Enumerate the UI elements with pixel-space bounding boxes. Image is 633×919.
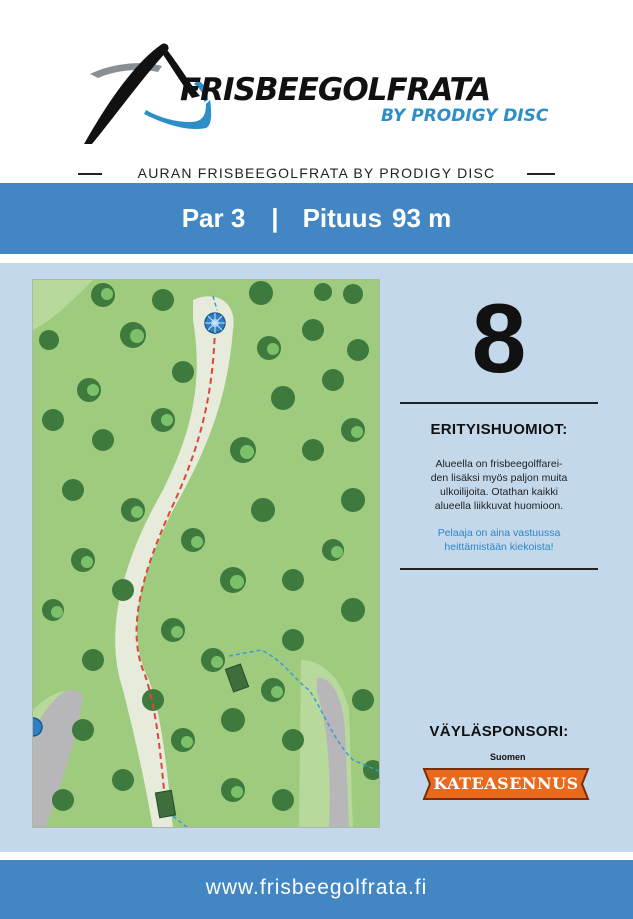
notes-line: alueella liikkuvat huomioon. — [434, 500, 564, 512]
length-label: Pituus — [302, 203, 383, 233]
hole-number: 8 — [471, 283, 527, 393]
logo — [80, 36, 560, 152]
notes-line: den lisäksi myös paljon muita — [430, 472, 568, 484]
notes-line: Alueella on frisbeegolffarei- — [435, 458, 563, 470]
sponsor-name: KATEASENNUS — [433, 774, 579, 793]
logo-byline: BY PRODIGY DISC — [381, 106, 549, 126]
notes-warning — [408, 526, 590, 554]
hole-map — [32, 279, 380, 828]
divider-right — [527, 173, 555, 175]
header-subtitle: AURAN FRISBEEGOLFRATA BY PRODIGY DISC — [137, 165, 496, 181]
notes-title: ERITYISHUOMIOT: — [430, 421, 568, 438]
notes-body — [408, 457, 590, 513]
footer-gap — [0, 852, 633, 860]
basket-icon — [203, 311, 227, 335]
warning-line: heittämistään kiekoista! — [444, 541, 554, 553]
sponsor-logo — [414, 751, 598, 807]
sponsor-title: VÄYLÄSPONSORI: — [429, 723, 569, 740]
notes-divider-top — [400, 402, 598, 404]
logo-wordmark: FRISBEEGOLFRATA — [180, 72, 491, 108]
hole-info-band — [0, 183, 633, 254]
par-label: Par 3 — [181, 203, 246, 233]
notes-line: ulkoilijoita. Otathan kaikki — [440, 486, 558, 498]
hole-map-graphic — [33, 280, 380, 828]
basket-icon-other — [32, 717, 43, 737]
footer-url[interactable]: www.frisbeegolfrata.fi — [0, 860, 633, 919]
band-separator: | — [271, 203, 279, 233]
warning-line: Pelaaja on aina vastuussa — [437, 527, 561, 539]
length-value: 93 m — [392, 203, 452, 233]
notes-divider-bottom — [400, 568, 598, 570]
sponsor-small-text: Suomen — [490, 752, 526, 762]
